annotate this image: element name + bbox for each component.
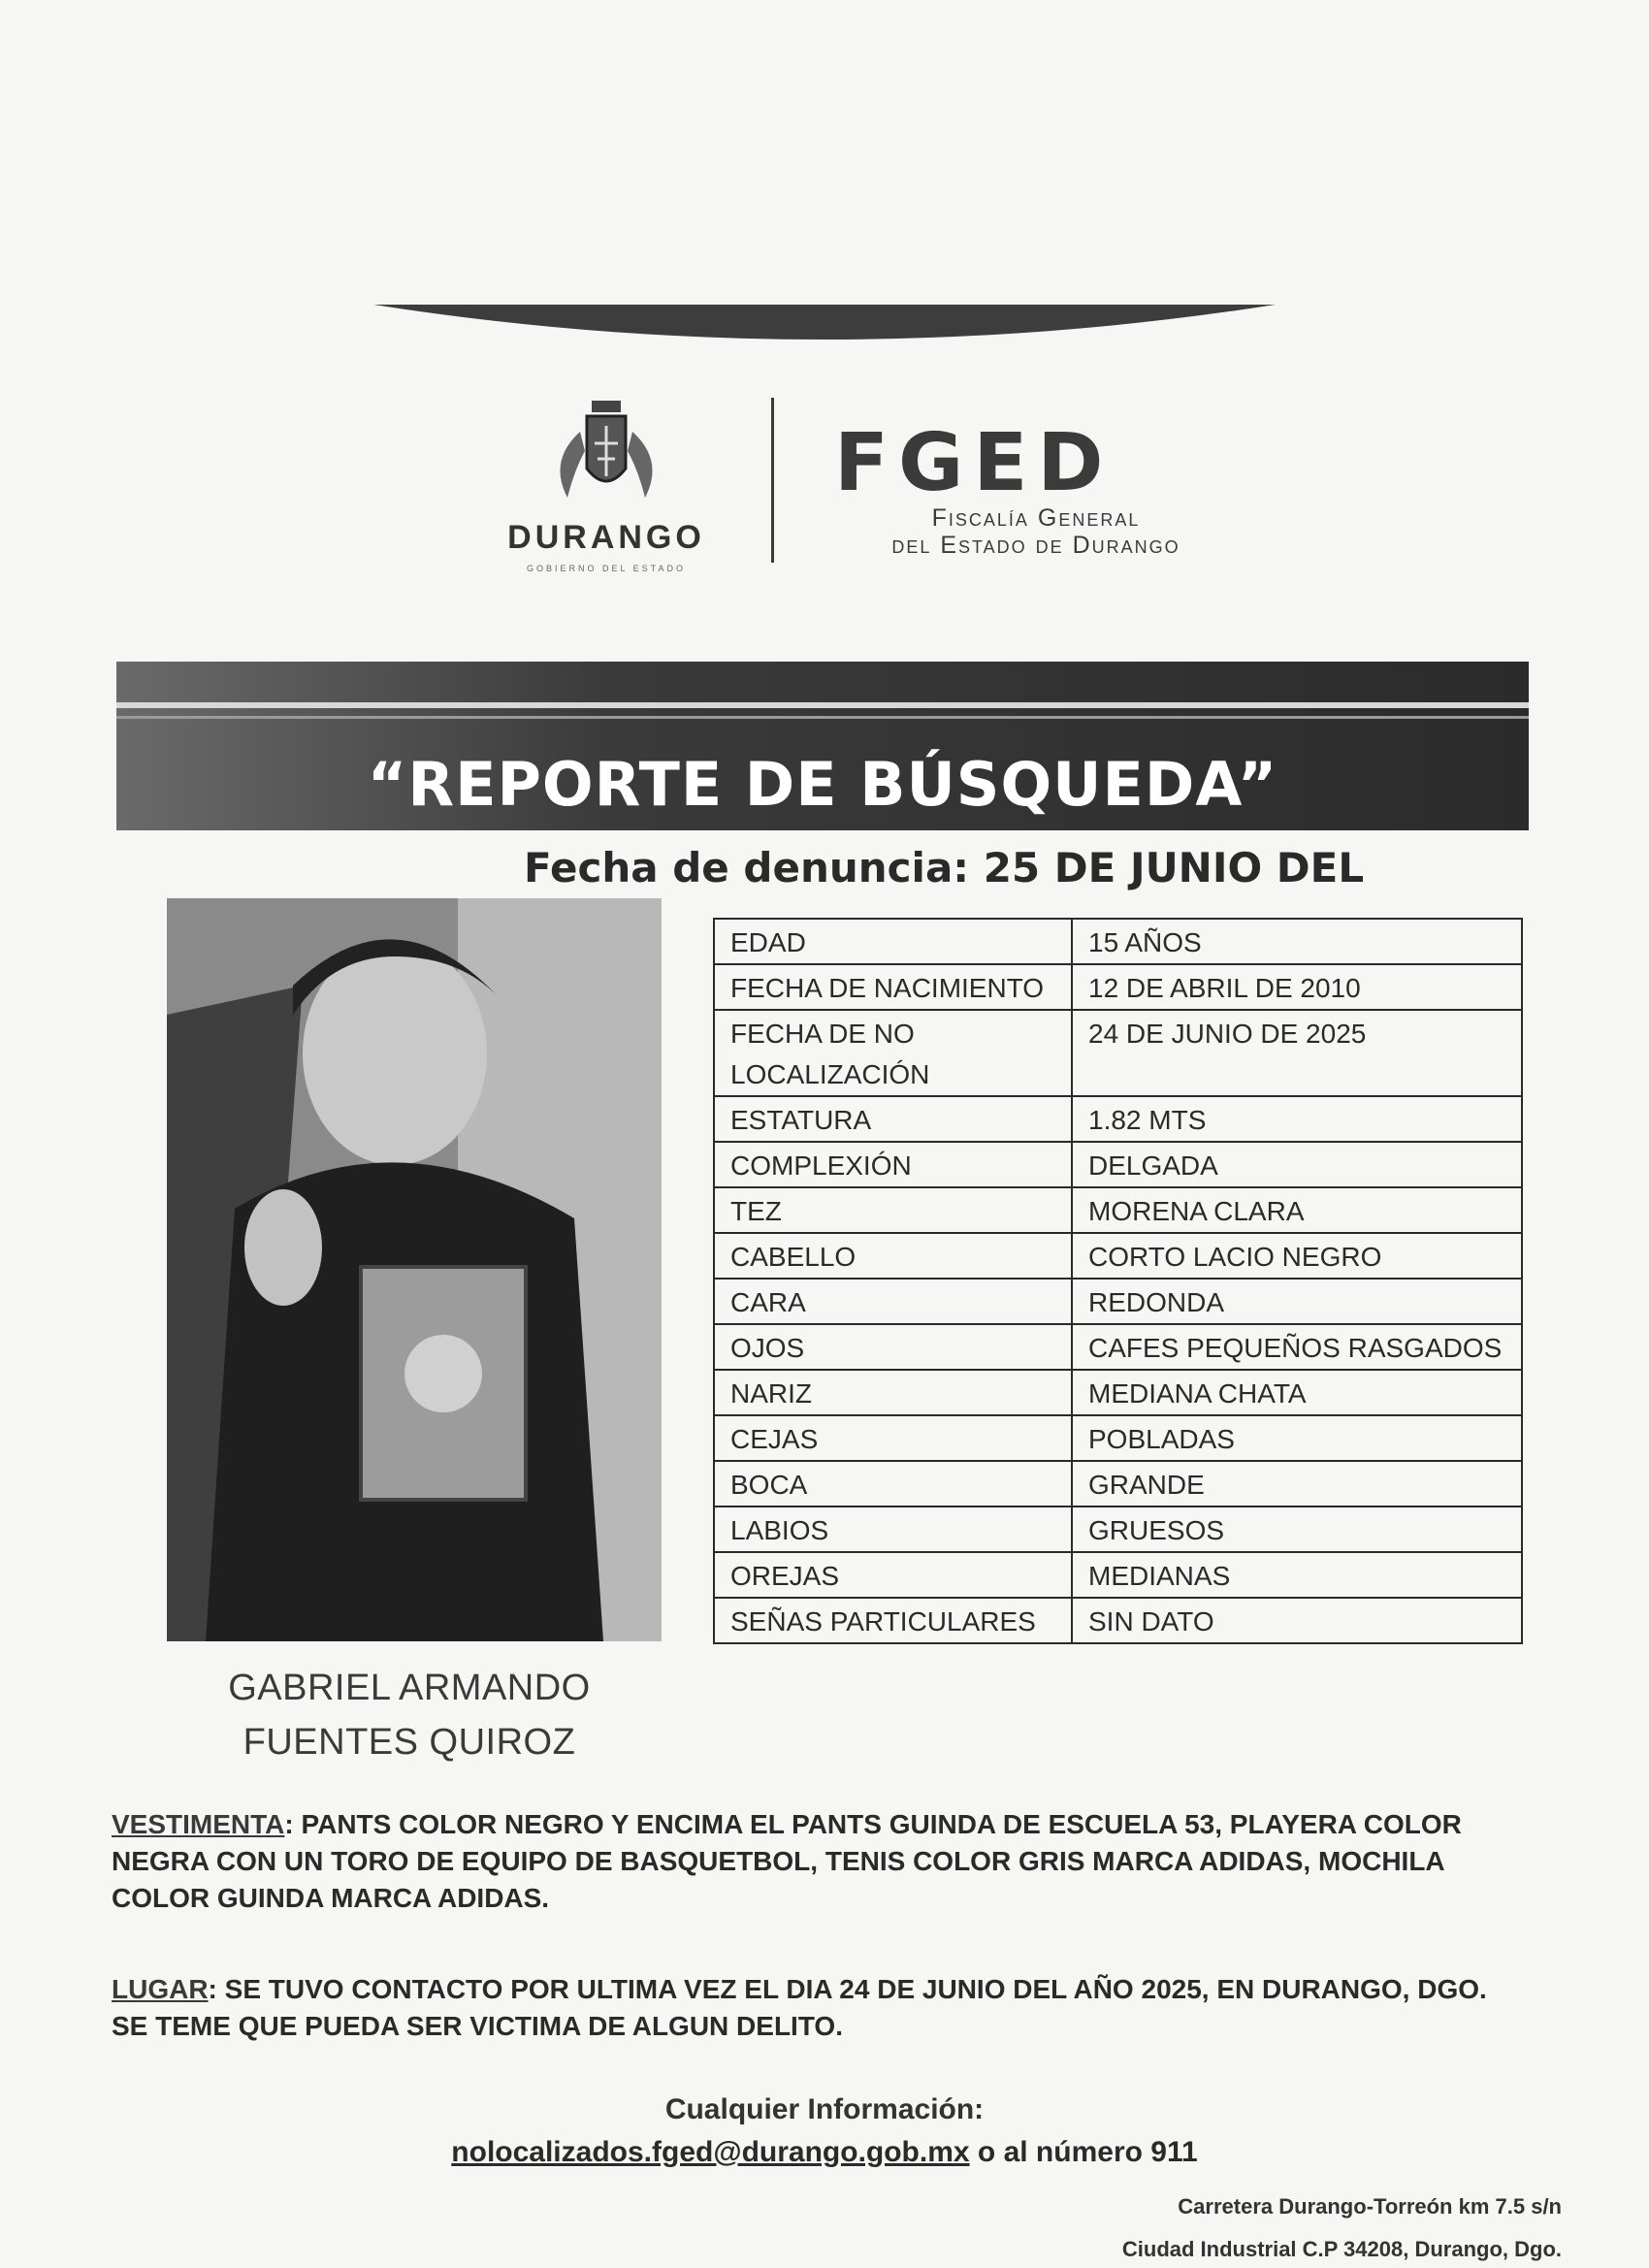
table-row bbox=[714, 1142, 1522, 1187]
row-value: GRUESOS bbox=[1072, 1507, 1522, 1552]
table-row bbox=[714, 1552, 1522, 1598]
header-arc-decoration bbox=[373, 303, 1276, 341]
contact-email-link[interactable]: nolocalizados.fged@durango.gob.mx bbox=[451, 2136, 970, 2168]
row-label: ESTATURA bbox=[714, 1096, 1072, 1142]
row-value: GRANDE bbox=[1072, 1461, 1522, 1507]
row-label: OREJAS bbox=[714, 1552, 1072, 1598]
table-row bbox=[714, 1415, 1522, 1461]
row-value: REDONDA bbox=[1072, 1279, 1522, 1324]
contact-label: Cualquier Información: bbox=[664, 2093, 985, 2125]
row-label: TEZ bbox=[714, 1187, 1072, 1233]
durango-wordmark: DURANGO bbox=[507, 519, 705, 556]
row-label: SEÑAS PARTICULARES bbox=[714, 1598, 1072, 1643]
contact-line bbox=[291, 2136, 1358, 2169]
row-label: FECHA DE NO LOCALIZACIÓN bbox=[714, 1010, 1072, 1096]
address-line-2: Ciudad Industrial C.P 34208, Durango, Dgo. bbox=[1121, 2237, 1562, 2261]
missing-person-photo bbox=[167, 898, 662, 1641]
row-label: CABELLO bbox=[714, 1233, 1072, 1279]
row-value: 15 AÑOS bbox=[1072, 919, 1522, 964]
row-label: EDAD bbox=[714, 919, 1072, 964]
row-value: CAFES PEQUEÑOS RASGADOS bbox=[1072, 1324, 1522, 1370]
clothing-paragraph: VESTIMENTA: PANTS COLOR NEGRO Y ENCIMA EL PANTS GUINDA DE ESCUELA 53, PLAYERA COLOR NEGRA CON UN TORO DE EQUIPO DE BASQUETBOL, TENIS COLOR GRIS MARCA ADIDAS, MOCHILA COLOR GUINDA MARCA ADIDAS. bbox=[112, 1809, 1462, 1913]
row-label: CARA bbox=[714, 1279, 1072, 1324]
row-label: NARIZ bbox=[714, 1370, 1072, 1415]
row-value: MEDIANAS bbox=[1072, 1552, 1522, 1598]
row-value: DELGADA bbox=[1072, 1142, 1522, 1187]
clothing-label: VESTIMENTA bbox=[112, 1809, 285, 1839]
row-value: 1.82 MTS bbox=[1072, 1096, 1522, 1142]
table-row bbox=[714, 919, 1522, 964]
row-value: 12 DE ABRIL DE 2010 bbox=[1072, 964, 1522, 1010]
place-label: LUGAR bbox=[112, 1974, 209, 2004]
report-date: Fecha de denuncia: 25 DE JUNIO DEL bbox=[524, 844, 1365, 891]
row-label: FECHA DE NACIMIENTO bbox=[714, 964, 1072, 1010]
table-row bbox=[714, 1461, 1522, 1507]
row-value: POBLADAS bbox=[1072, 1415, 1522, 1461]
table-row bbox=[714, 1096, 1522, 1142]
table-row bbox=[714, 1187, 1522, 1233]
row-label: LABIOS bbox=[714, 1507, 1072, 1552]
durango-government-logo bbox=[456, 393, 757, 577]
durango-subtitle: GOBIERNO DEL ESTADO bbox=[526, 564, 687, 573]
clothing-text: PANTS COLOR NEGRO Y ENCIMA EL PANTS GUINDA DE ESCUELA 53, PLAYERA COLOR NEGRA CON UN TORO DE EQUIPO DE BASQUETBOL, TENIS COLOR GRIS MARCA ADIDAS, MOCHILA COLOR GUINDA MARCA ADIDAS. bbox=[112, 1809, 1462, 1913]
table-row bbox=[714, 1507, 1522, 1552]
table-row bbox=[714, 1233, 1522, 1279]
table-row bbox=[714, 1279, 1522, 1324]
person-name-line2: FUENTES QUIROZ bbox=[242, 1722, 576, 1763]
table-row bbox=[714, 964, 1522, 1010]
row-value: 24 DE JUNIO DE 2025 bbox=[1072, 1010, 1522, 1096]
row-label: COMPLEXIÓN bbox=[714, 1142, 1072, 1187]
fged-subtitle-line1: Fiscalía General bbox=[931, 504, 1141, 532]
fged-logo-text: FGED bbox=[834, 417, 1114, 509]
person-name bbox=[167, 1661, 652, 1769]
description-table bbox=[713, 918, 1523, 1644]
row-label: OJOS bbox=[714, 1324, 1072, 1370]
page-title: “REPORTE DE BÚSQUEDA” bbox=[367, 749, 1278, 820]
row-label: CEJAS bbox=[714, 1415, 1072, 1461]
person-name-line1: GABRIEL ARMANDO bbox=[228, 1668, 591, 1708]
contact-phone-text: o al número 911 bbox=[977, 2136, 1198, 2168]
table-row bbox=[714, 1010, 1522, 1096]
fged-subtitle bbox=[842, 504, 1230, 559]
row-value: MORENA CLARA bbox=[1072, 1187, 1522, 1233]
table-row bbox=[714, 1370, 1522, 1415]
row-value: MEDIANA CHATA bbox=[1072, 1370, 1522, 1415]
place-paragraph: LUGAR: SE TUVO CONTACTO POR ULTIMA VEZ EL DIA 24 DE JUNIO DEL AÑO 2025, EN DURANGO, DGO. SE TEME QUE PUEDA SER VICTIMA DE ALGUN DELITO. bbox=[112, 1974, 1487, 2041]
durango-crest-icon bbox=[456, 393, 757, 519]
table-row bbox=[714, 1324, 1522, 1370]
fged-subtitle-line2: del Estado de Durango bbox=[891, 532, 1180, 559]
address-line-1: Carretera Durango-Torreón km 7.5 s/n bbox=[1178, 2194, 1562, 2219]
logo-divider bbox=[771, 398, 774, 563]
row-label: BOCA bbox=[714, 1461, 1072, 1507]
row-value: SIN DATO bbox=[1072, 1598, 1522, 1643]
place-text: SE TUVO CONTACTO POR ULTIMA VEZ EL DIA 24 DE JUNIO DEL AÑO 2025, EN DURANGO, DGO. SE TEME QUE PUEDA SER VICTIMA DE ALGUN DELITO. bbox=[112, 1974, 1487, 2041]
table-row bbox=[714, 1598, 1522, 1643]
row-value: CORTO LACIO NEGRO bbox=[1072, 1233, 1522, 1279]
